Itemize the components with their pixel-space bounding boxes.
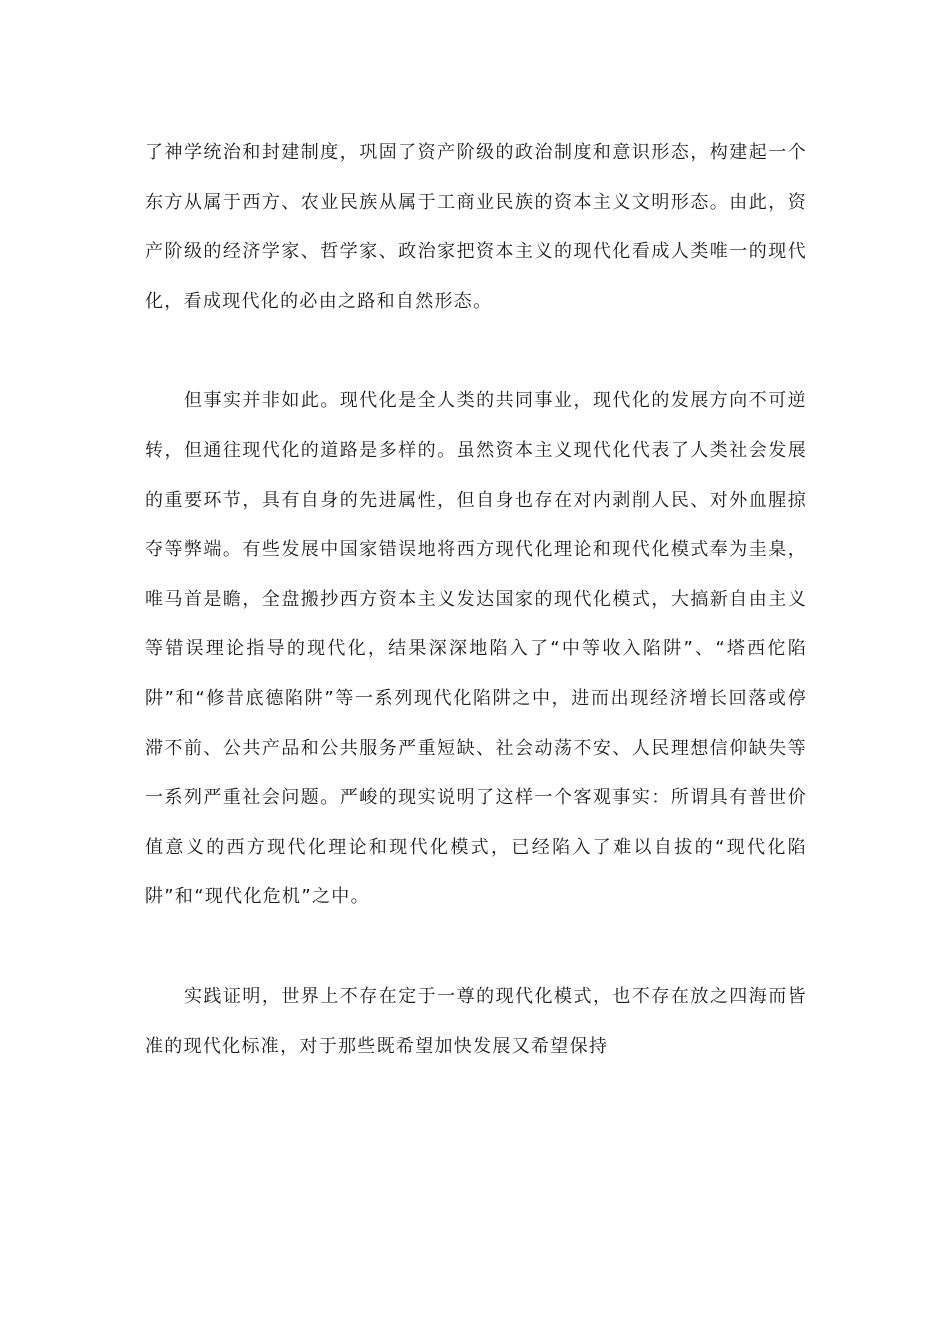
paragraph-2: 但事实并非如此。现代化是全人类的共同事业，现代化的发展方向不可逆转，但通往现代化的道路是多样的。虽然资本主义现代化代表了人类社会发展的重要环节，具有自身的先进属性，但自身也存在对内剥削人民、对外血腥掠夺等弊端。有些发展中国家错误地将西方现代化理论和现代化模式奉为圭臬，唯马首是瞻，全盘搬抄西方资本主义发达国家的现代化模式，大搞新自由主义等错误理论指导的现代化，结果深深地陷入了“中等收入陷阱”、“塔西佗陷阱”和“修昔底德陷阱”等一系列现代化陷阱之中，进而出现经济增长回落或停滞不前、公共产品和公共服务严重短缺、社会动荡不安、人民理想信仰缺失等一系列严重社会问题。严峻的现实说明了这样一个客观事实：所谓具有普世价值意义的西方现代化理论和现代化模式，已经陷入了难以自拔的“现代化陷阱”和“现代化危机”之中。 xyxy=(145,390,807,908)
paragraph-3: 实践证明，世界上不存在定于一尊的现代化模式，也不存在放之四海而皆准的现代化标准，对于那些既希望加快发展又希望保持 xyxy=(145,985,807,1057)
paragraph-gap xyxy=(145,326,807,376)
document-page xyxy=(145,128,807,1071)
paragraph-gap xyxy=(145,922,807,972)
paragraph-1: 了神学统治和封建制度，巩固了资产阶级的政治制度和意识形态，构建起一个东方从属于西方、农业民族从属于工商业民族的资本主义文明形态。由此，资产阶级的经济学家、哲学家、政治家把资本主义的现代化看成人类唯一的现代化，看成现代化的必由之路和自然形态。 xyxy=(145,142,807,312)
